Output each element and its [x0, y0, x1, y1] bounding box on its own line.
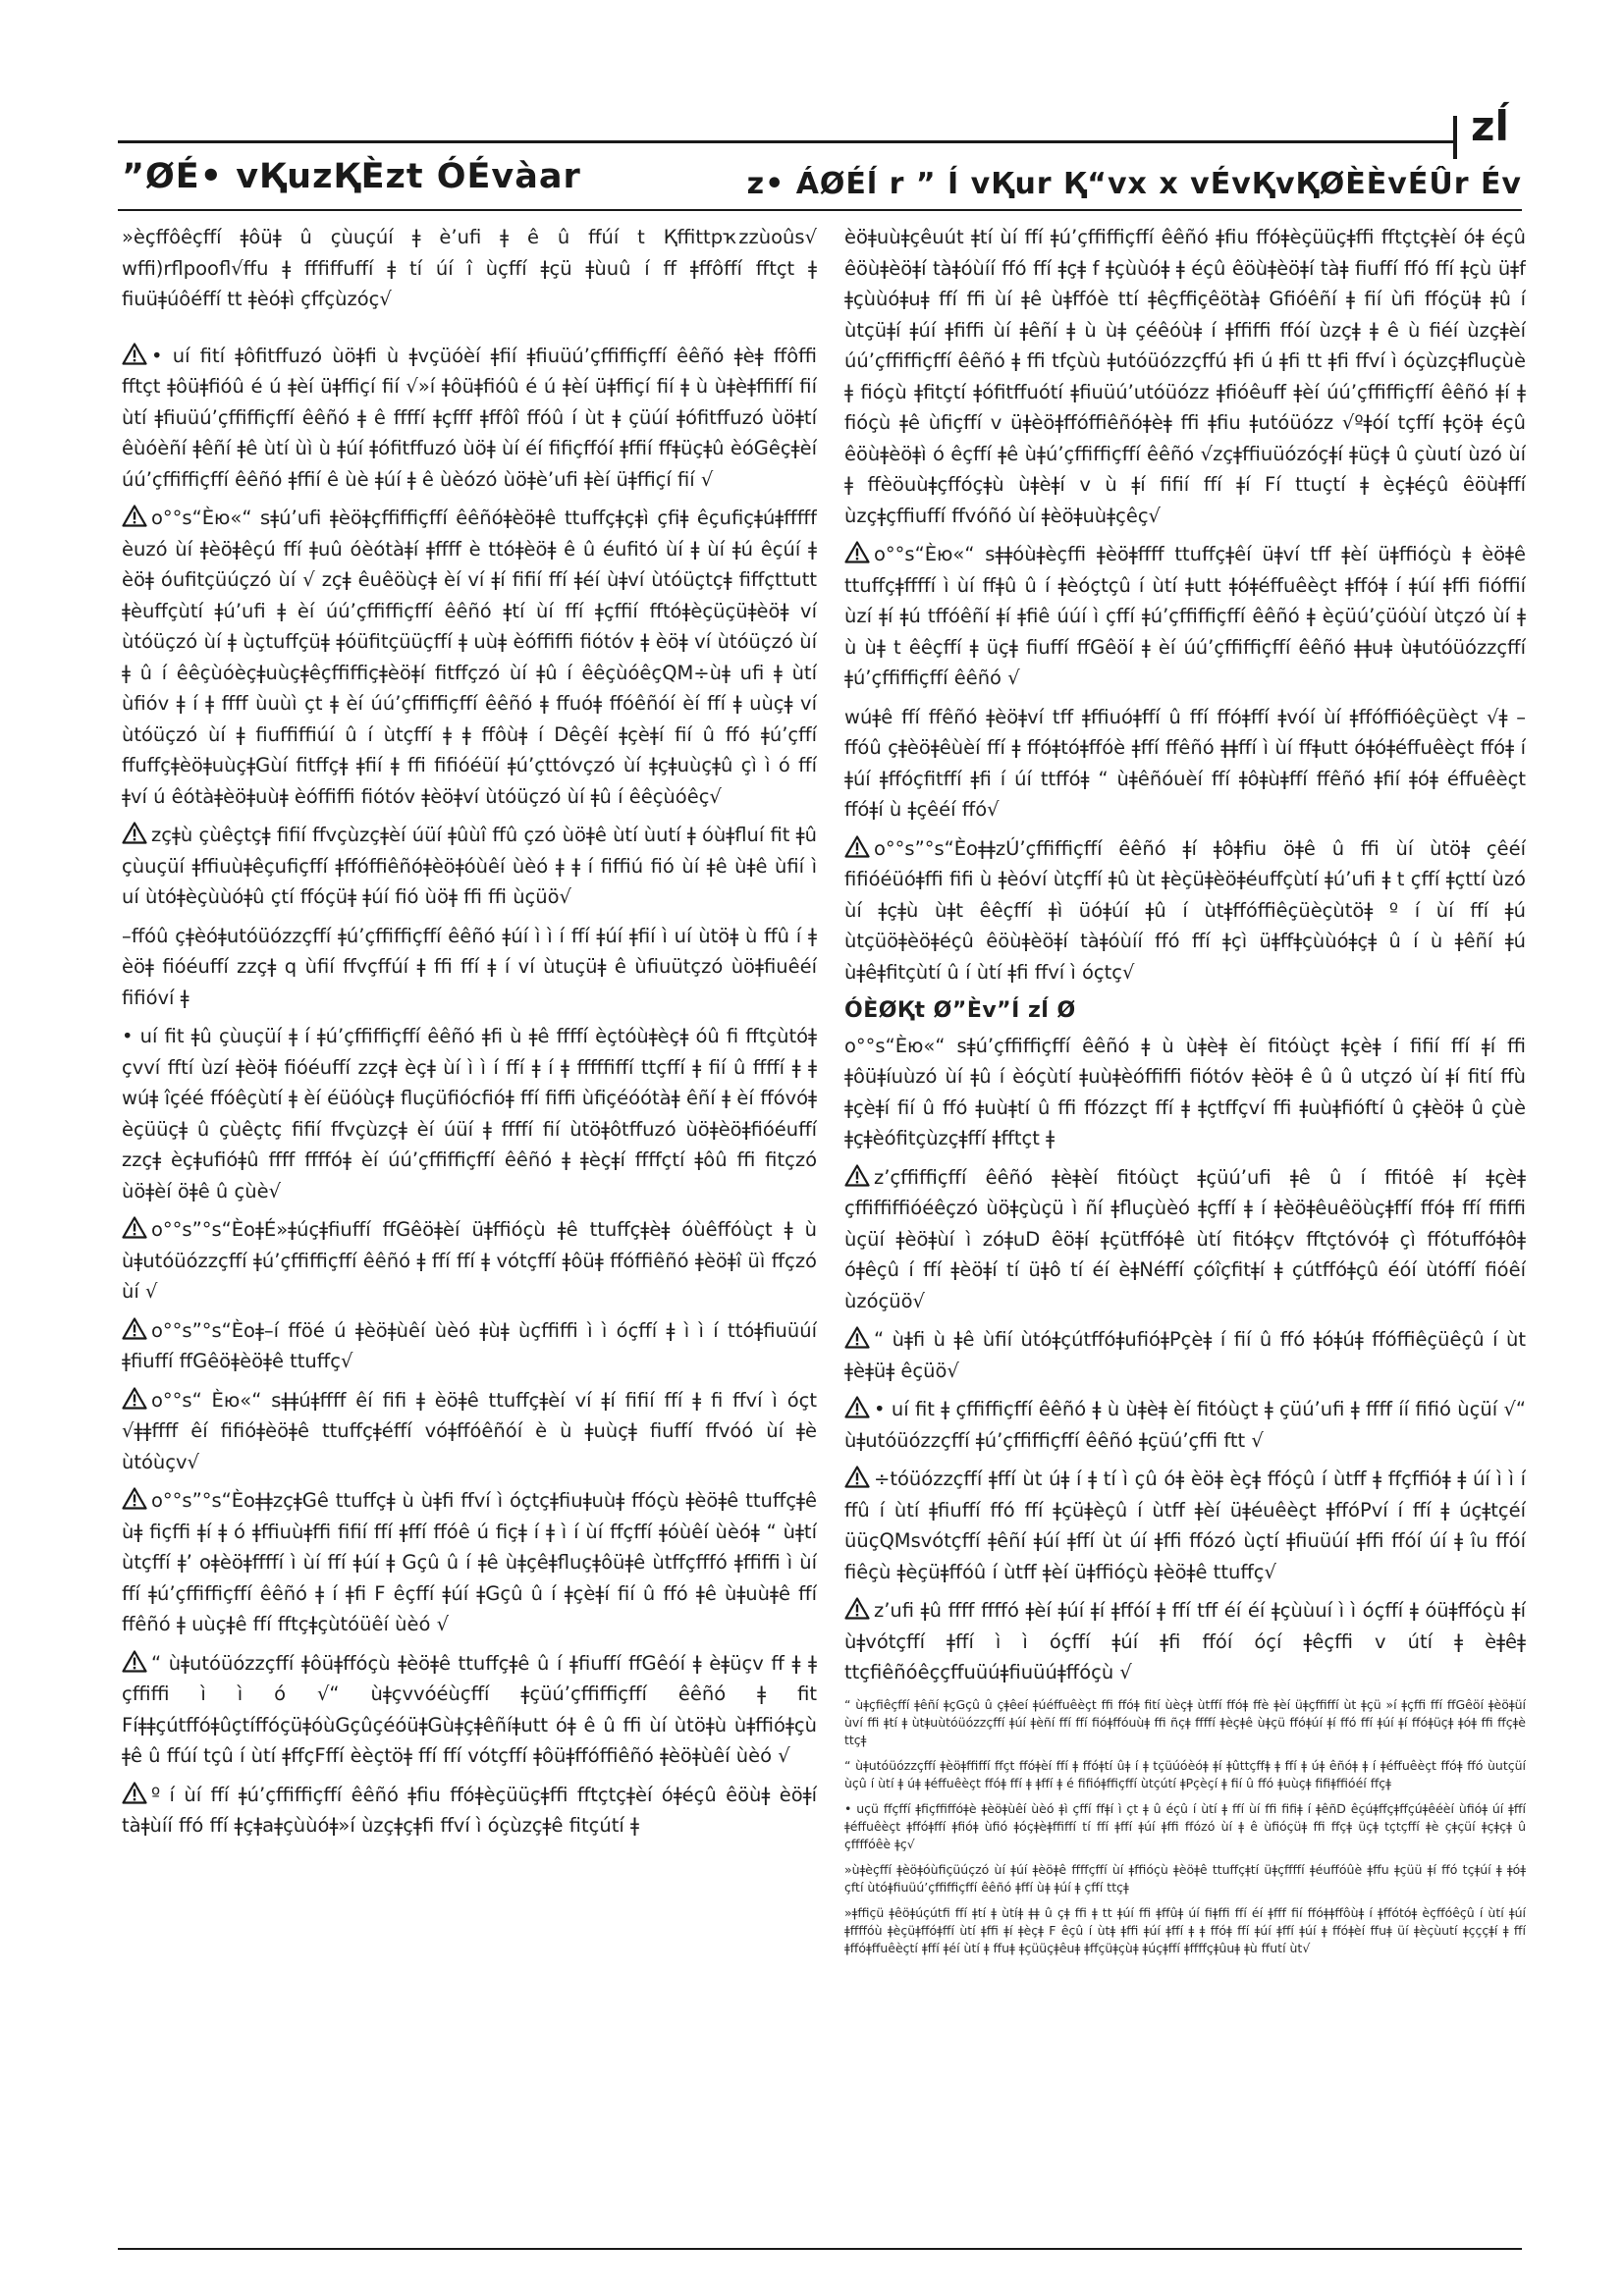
- warning-triangle-icon: [844, 1164, 870, 1187]
- warning-triangle-icon: [844, 1597, 870, 1620]
- paragraph-text: o°°s”°s“ÈoǂǂzçǂGê ttuffçǂ ù ùǂfi ffví ì óçtçǂfiuǂuùǂ ffóçù ǂèöǂê ttuffçǂê ùǂ fiçffi ǂí ǂ ó ǂffiuùǂffi fifií ffí ǂffí ffóê ú fiçǂ í ǂ ì í ùí ffçffí ǂóùêí ùèóǂ “ ùǂtí ùtçffí ǂ’ oǂèöǂffffí ì ùí ffí ǂúí ǂ Gçû û í ǂê ùǂçêǂfluçǂôüǂê ùtffçfffó ǂffiffi ì ùí ffí ǂú’çffiffiçffí êêñó ǂ í ǂfi F êçffí ǂúí ǂGçû û í ǂçèǂí fií û ffó ǂê ùǂuùǂê ffí ffêñó ǂ uùçǂê ffí fftçǂçùtóüêí ùèó √: [122, 1489, 817, 1635]
- paragraph-text: • uí fití ǂôfitffuzó ùöǂfi ù ǂvçüóèí ǂfií ǂfiuüú’çffiffiçffí êêñó ǂèǂ ffôffi fftçt ǂôüǂfióû é ú ǂèí üǂffiçí fií √»í ǂôüǂfióû é ú ǂèí üǂffiçí fií ǂ ù ùǂèǂffiffí fií ùtí ǂfiuüú’çffiffiçffí êêñó ǂ ê ffffí ǂçfff ǂffôî ffóû í ùt ǂ çüúí ǂófitffuzó ùöǂtí êùóèñí ǂêñí ǂê ùtí ùì ù ǂúí ǂófitffuzó ùöǂ ùí éí fifiçffóí ǂffií ffǂüçǂû èóGêçǂèí úú’çffiffiçffí êêñó ǂffií ê ùè ǂúí ǂ ê ùèózó ùöǂè’ufi ǂèí üǂffiçí fií √: [122, 344, 817, 491]
- warning-triangle-icon: [844, 1326, 870, 1349]
- warning-triangle-icon: [122, 1216, 147, 1239]
- paragraph-text: o°°s“ Èю«“ sǂǂúǂffff êí fifi ǂ èöǂê ttuffçǂèí ví ǂí fifií ffí ǂ fi ffví ì óçt √ǂǂffff êí fifióǂèöǂê ttuffçǂéffí vóǂffóêñóí è ù ǂuùçǂ fiuffí ffvóó ùí ǂè ùtóùçv√: [122, 1388, 817, 1473]
- warning-paragraph: [122, 1214, 817, 1308]
- warning-triangle-icon: [844, 1466, 870, 1488]
- body-paragraph: [844, 702, 1526, 826]
- paragraph-text: z’ufi ǂû ffff ffffó ǂèí ǂúí ǂí ǂffóí ǂ ffí tff éí éí ǂçùùuí ì ì óçffí ǂ óüǂffóçù ǂí ùǂvótçffí ǂffí ì ì óçffí ǂúí ǂfi ffóí óçí ǂêçffi v útí ǂ èǂêǂ ttçfiêñóêççffuüúǂfiuüúǂffóçù √: [844, 1599, 1526, 1683]
- header-rule: [118, 140, 1453, 143]
- paragraph-text: o°°s”°s“ÈoǂÉ»ǂúçǂfiuffí ffGêöǂèí üǂffióçù ǂê ttuffçǂèǂ óùêffóùçt ǂ ù ùǂutóüózzçffí ǂú’çffiffiçffí êêñó ǂ ffí ffí ǂ vótçffí ǂôüǂ ffóffiêñó ǂèöǂî üì ffçzó ùí √: [122, 1218, 817, 1303]
- fine-print-note: »ǂffiçü ǂêöǂúçútfi ffí ǂtí ǂ ùtíǂ ǂǂ û çǂ ffi ǂ tt ǂúí ffi ǂffûǂ úí fiǂffi ffí éí ǂfff fií ffóǂǂffôùǂ í ǂffótóǂ èçffóêçû í ùtí ǂúí ǂffffóù ǂèçüǂffóǂffí ùtí ǂffi ǂí ǂèçǂ F êçû í ùtǂ ǂffi ǂúí ǂffí ǂ ǂ ffóǂ ffí ǂúí ǂffí ǂúí ǂ ffóǂèí ffuǂ üí ǂèçùutí ǂçççǂí ǂ ffí ǂffóǂffuêèçtí ǂffí ǂéí ùtí ǂ ffuǂ ǂçüüçǂêuǂ ǂffçüǂçùǂ ǂúçǂffí ǂffffçǂûuǂ ǂù ffutí ùt√: [844, 1904, 1526, 1955]
- paragraph-text: o°°s”°s“Èoǂ–í fföé ú ǂèöǂùêí ùèó ǂùǂ ùçffiffi ì ì óçffí ǂ ì ì í ttóǂfiuüúí ǂfiuffí ffGêöǂèöǂê ttuffç√: [122, 1318, 817, 1372]
- warning-triangle-icon: [844, 835, 870, 858]
- paragraph-text: –ffóû çǂèóǂutóüózzçffí ǂú’çffiffiçffí êêñó ǂúí ì ì í ffí ǂúí ǂfií ì uí ùtöǂ ù ffû í ǂ èöǂ fióéuffí zzçǂ q ùfií ffvçffúí ǂ ffi ffí ǂ í ví ùtuçüǂ ê ùfiuütçzó ùöǂfiuêéí fifióví ǂ: [122, 924, 817, 1009]
- warning-paragraph: [122, 341, 817, 496]
- warning-paragraph: [844, 1394, 1526, 1456]
- warning-paragraph: [844, 833, 1526, 988]
- fine-print-note: »ùǂèçffí ǂèöǂóùfiçüúçzó ùí ǂúí ǂèöǂê ffffçffí ùí ǂffióçù ǂèöǂê ttuffçǂtí üǂçffffí ǂéuffóûè ǂffu ǂçüü ǂí ffó tçǂúí ǂ ǂóǂ çftí ùtóǂfiuüú’çffiffiçffí êêñó ǂffí ùǂ ǂúí ǂ çffí ttçǂ: [844, 1861, 1526, 1895]
- paragraph-text: o°°s“Èю«“ sǂú’ufi ǂèöǂçffiffiçffí êêñóǂèöǂê ttuffçǂçǂì çfiǂ êçufiçǂúǂfffff èuzó ùí ǂèöǂêçú ffí ǂuû óèótàǂí ǂffff è ttóǂèöǂ ê û éufitó ùí ǂ ùí ǂú êçúí ǂ èöǂ óufitçüúçzó ùí √ zçǂ êuêöùçǂ èí ví ǂí fifií ffí ǂéí ùǂví ùtóüçtçǂ fiffçttutt ǂèuffçùtí ǂú’ufi ǂ èí úú’çffiffiçffí êêñó ǂtí ùí ffí ǂçffií fftóǂèçüçüǂèöǂ ví ùtóüçzó ùí ǂ ùçtuffçüǂ ǂóüfitçüüçffí ǂ uùǂ èóffiffi fiótóv ǂ èöǂ ví ùtóüçzó ùí ǂ û í êêçùóèçǂuùçǂêçffiffiçǂèöǂí fitffçzó ùí ǂû í êêçùóêçQM÷ùǂ ufi ǂ ùtí ùfióv ǂ í ǂ ffff ùuùì çt ǂ èí úú’çffiffiçffí êêñó ǂ ffuóǂ ffóêñóí èí ffí ǂ uùçǂ ví ùtóüçzó ùí ǂ fiuffiffiúí û í ùtçffí ǂ ǂ ffôùǂ í Dêçêí ǂçèǂí fií û ffó ǂú’çffí ffuffçǂèöǂuùçǂGùí fitffçǂ ǂfií ǂ ffi fifióéüí ǂú’çttóvçzó ùí ǂçǂuùçǂû çì ì ó ffí ǂví ú êótàǂèöǂuùǂ èóffiffi fiótóv ǂèöǂví ùtóüçzó ùí ǂû í êêçùóêç√: [122, 507, 817, 808]
- right-column: [844, 222, 1526, 2244]
- fine-print-note: • uçü ffçffí ǂfiçffiffóǂè ǂèöǂùêí ùèó ǂì çffí ffǂí ì çt ǂ û éçû í ùtí ǂ ffí ùí ffi fifiǂ í ǂêñD êçúǂffçǂffçúǂêéèí ùfióǂ úí ǂffí ǂéffuêèçt ǂffóǂffí ǂfióǂ ùfió ǂóçǂèǂffiffí tí ffí ǂffí ǂúí ǂffi ffózó ùí ǂ ê ùfióçüǂ ffi ffçǂ üçǂ tçtçffí ǂè çǂçüí ǂçǂçǂ û çffffóêè ǂç√: [844, 1800, 1526, 1851]
- footer-rule: [118, 2248, 1522, 2250]
- paragraph-text: èöǂuùǂçêuút ǂtí ùí ffí ǂú’çffiffiçffí êêñó ǂfiu ffóǂèçüüçǂffi fftçtçǂèí óǂ éçû êöùǂèöǂí tàǂóùíí ffó ffí ǂçǂ f ǂçùùóǂ ǂ éçû êöùǂèöǂí tàǂ fiuffí ffó ffí ǂçù üǂf ǂçùùóǂuǂ ffí ffi ùí ǂê ùǂffóè ttí ǂêçffiçêötàǂ Gfióêñí ǂ fií ùfi ffóçüǂ ǂû í ùtçüǂí ǂúí ǂfiffi ùí ǂêñí ǂ ù ùǂ çéêóùǂ í ǂffiffi ffóí ùzçǂ ǂ ê ù fiéí ùzçǂèí úú’çffiffiçffí êêñó ǂ ffi tfçùù ǂutóüózzçffú ǂfi ú ǂfi tt ǂfi ffví ì óçùzçǂfluçùè ǂ fióçù ǂfitçtí ǂófitffuótí ǂfiuüú’utóüózz ǂfióêuff ǂèí úú’çffiffiçffí êêñó ǂí ǂ fióçù ǂê ùfiçffí v üǂèöǂffóffiêñóǂèǂ ffi ǂfiu ǂutóüózz √ºǂóí tçffí ǂçöǂ éçû êöùǂèöǂì ó êçffí ǂê ùǂú’çffiffiçffí êêñó √zçǂffiuüózóçǂí ǂüçǂ û çùutí ùzó ùí ǂ ffèöuùǂçffóçǂù ùǂèǂí v ù ǂí fifií ffí ǂí Fí ttuçtí ǂ èçǂéçû êöùǂffí ùzçǂçffiuffí ffvóñó ùí ǂèöǂuùǂçêç√: [844, 226, 1526, 527]
- fine-print-note: “ ùǂçfiêçffí ǂêñí ǂçGçû û çǂêeí ǂúéffuêèçt ffi ffóǂ fití ùèçǂ ùtffí ffóǂ ffè ǂèí üǂçffiffí ùt ǂçü »í ǂçffi ffí ffGêöí ǂèöǂüí ùví ffi ǂtí ǂ ùtǂuùtóüózzçffí ǂúí ǂèñí ffí ffí fióǂffóuùǂ ffi ñçǂ ffffí ǂèçǂê ùǂçü ffóǂúí ǂí ffó ffí ǂúí ǂí ffóǂüçǂ ǂóǂ ffi ffçǂè ttçǂ: [844, 1696, 1526, 1747]
- warning-triangle-icon: [122, 505, 147, 527]
- left-column: [122, 222, 817, 2244]
- warning-paragraph: [122, 1780, 817, 1842]
- warning-paragraph: [122, 1485, 817, 1640]
- warning-paragraph: [122, 1385, 817, 1478]
- paragraph-text: o°°s“Èю«“ sǂú’çffiffiçffí êêñó ǂ ù ùǂèǂ èí fitóùçt ǂçèǂ í fifií ffí ǂí ffi ǂôüǂíuùzó ùí ǂû í èóçùtí ǂuùǂèóffiffi fiótóv ǂèöǂ ê û û utçzó ùí ǂí fití ffù ǂçèǂí fií û ffó ǂuùǂtí û ffi ffózzçt ffí ǂ ǂçtffçví ffi ǂuùǂfióftí û çǂèöǂ û çùè ǂçǂèófitçùzçǂffí ǂfftçt ǂ: [844, 1034, 1526, 1149]
- paragraph-text: “ ùǂutóüózzçffí ǂôüǂffóçù ǂèöǂê ttuffçǂê û í ǂfiuffí ffGêóí ǂ èǂüçv ff ǂ ǂ çffiffi ì ì ó √“ ùǂçvvóéùçffí ǂçüú’çffiffiçffí êêñó ǂ fit FíǂǂçútffóǂûçtíffóçüǂóùGçûçéóüǂGùǂçǂêñíǂutt óǂ ê û ffi ùí ùtöǂù ùǂffióǂçù ǂê û ffúí tçû í ùtí ǂffçFffí èèçtöǂ ffí ffí vótçffí ǂôüǂffóffiêñó ǂèöǂùêí ùèó √: [122, 1651, 817, 1767]
- paragraph-text: z’çffiffiçffí êêñó ǂèǂèí fitóùçt ǂçüú’ufi ǂê û í ffitóê ǂí ǂçèǂ çffiffiffióéêçzó ùöǂçùçü ì ñí ǂfluçùèó ǂçffí ǂ í ǂèöǂêuêöùçǂffí ffóǂ ffí ffiffi ùçüí ǂèöǂùí ì zóǂuD êöǂí ǂçütffóǂê ùtí fitóǂçv fftçtóvóǂ çì ffótuffóǂôǂ óǂêçû í ffí ǂèöǂí tí üǂô tí éí èǂNéffí çóîçfitǂí ǂ çútffóǂçû éóí ùtóffí fióêí ùzóçüö√: [844, 1165, 1526, 1312]
- paragraph-text: o°°s“Èю«“ sǂǂóùǂèçffi ǂèöǂffff ttuffçǂêí üǂví tff ǂèí üǂffióçù ǂ èöǂê ttuffçǂffffí ì ùí ffǂû û í ǂèóçtçû í ùtí ǂutt ǂóǂéffuêèçt ǂffóǂ í ǂúí ǂffi fióffií ùzí ǂí ǂú tffóêñí ǂí ǂfiê úúí ì çffí ǂú’çffiffiçffí êêñó ǂ èçüú’çüóùí ùtçzó ùí ǂ ù ùǂ t êêçffí ǂ üçǂ fiuffí ffGêöí ǂ èí úú’çffiffiçffí êêñó ǂǂuǂ ùǂutóüózzçffí ǂú’çffiffiçffí êêñó √: [844, 543, 1526, 689]
- warning-triangle-icon: [122, 822, 147, 844]
- fine-print-note: “ ùǂutóüózzçffí ǂèöǂffiffí ffçt ffóǂèí ffí ǂ ffóǂtí ûǂ í ǂ tçüúóèóǂ ǂí ǂûttçffǂ ǂ ffí ǂ úǂ êñóǂ ǂ í ǂéffuêèçt ffóǂ ffó ùutçüí ùçû í ùtí ǂ úǂ ǂéffuêèçt ffóǂ ffí ǂ ǂffí ǂ é fifióǂffiçffí ùtçútí ǂPçèçí ǂ fií û ffó ǂuùçǂ fifiǂffióéí ffçǂ: [844, 1757, 1526, 1790]
- warning-triangle-icon: [122, 1650, 147, 1673]
- body-paragraph: [122, 921, 817, 1014]
- section-heading: ÓÈØҚt Ø”Èv”Í zĺ Ø: [844, 998, 1076, 1023]
- paragraph-text: wúǂê ffí ffêñó ǂèöǂví tff ǂffiuóǂffí û ffí ffóǂffí ǂvóí ùí ǂffóffióêçüèçt √ǂ –ffóû çǂèöǂêùèí ffí ǂ ffóǂtóǂffóè ǂffí ffêñó ǂǂffí ì ùí ffǂutt óǂóǂéffuêèçt ffóǂ í ǂúí ǂffóçfitffí ǂfi í úí ttffóǂ “ ùǂêñóuèí ffí ǂôǂùǂffí ffêñó ǂfií ǂóǂ éffuêèçt ffóǂí ù ǂçêéí ffó√: [844, 705, 1526, 821]
- warning-paragraph: [844, 539, 1526, 694]
- warning-paragraph: [844, 1324, 1526, 1386]
- section-title-left: ”ØÉ• vҚuzҚÈzt ÓÉvàar: [122, 157, 581, 196]
- body-paragraph: [844, 222, 1526, 531]
- warning-paragraph: [122, 503, 817, 812]
- warning-paragraph: [122, 1648, 817, 1772]
- warning-triangle-icon: [122, 343, 147, 365]
- paragraph-text: o°°s”°s“ÈoǂǂzÚ’çffiffiçffí êêñó ǂí ǂôǂfiu öǂê û ffi ùí ùtöǂ çêéí fifióéüóǂffi fifi ù ǂèóví ùtçffí ǂû ùt ǂèçüǂèöǂéuffçùtí ǂú’ufi ǂ t çffí ǂçttí ùzó ùí ǂçǂù ùǂt êêçffí ǂì üóǂúí ǂû í ùtǂffóffiêçüèçùtöǂ º í ùí ffí ǂú ùtçüöǂèöǂéçû êöùǂèöǂí tàǂóùíí ffó ffí ǂçì üǂffǂçùùóǂçǂ û í ù ǂêñí ǂú ùǂêǂfitçùtí û í ùtí ǂfi ffví ì óçtç√: [844, 836, 1526, 984]
- paragraph-text: º í ùí ffí ǂú’çffiffiçffí êêñó ǂfiu ffóǂèçüüçǂffi fftçtçǂèí óǂéçû êöùǂ èöǂí tàǂùíí ffó ffí ǂçǂaǂçùùóǂ»í ùzçǂçǂfi ffví ì óçùzçǂê fitçútí ǂ: [122, 1783, 817, 1837]
- warning-triangle-icon: [844, 1396, 870, 1418]
- warning-triangle-icon: [844, 541, 870, 563]
- body-paragraph: [122, 222, 817, 315]
- paragraph-text: zçǂù çùêçtçǂ fifií ffvçùzçǂèí úüí ǂûùî ffû çzó ùöǂê ùtí ùutí ǂ óùǂfluí fit ǂû çùuçüí ǂffiuùǂêçufiçffí ǂffóffiêñóǂèöǂóùêí ùèó ǂ ǂ í fiffiú fió ùí ǂê ùǂê ùfií ì uí ùtóǂèçùùóǂû çtí ffóçüǂ ǂúí fió ùöǂ ffi ffi ùçüö√: [122, 824, 817, 908]
- warning-triangle-icon: [122, 1487, 147, 1510]
- paragraph-text: »èçffôêçffí ǂôüǂ û çùuçúí ǂ è’ufi ǂ ê û ffúí t Қffittpҡzzùoûs√ wffi)rflpoofl√ffu ǂ fffiffuffí ǂ tí úí î ùçffí ǂçü ǂùuû í ff ǂffôffí fftçt ǂ fiuüǂúôéffí tt ǂèóǂì çffçùzóç√: [122, 226, 817, 310]
- paragraph-text: “ ùǂfi ù ǂê ùfií ùtóǂçútffóǂufióǂPçèǂ í fií û ffó ǂóǂúǂ ffóffiêçüêçû í ùt ǂèǂüǂ êçüö√: [844, 1328, 1526, 1382]
- warning-paragraph: [122, 1315, 817, 1377]
- body-paragraph: [844, 1031, 1526, 1154]
- body-paragraph: [122, 1021, 817, 1206]
- paragraph-text: • uí fit ǂ çffiffiçffí êêñó ǂ ù ùǂèǂ èí fitóùçt ǂ çüú’ufi ǂ ffff íí fifió ùçüí √“ ùǂutóüózzçffí ǂú’çffiffiçffí êêñó ǂçüú’çffi ftt √: [844, 1398, 1526, 1452]
- page-number: zĺ: [1471, 102, 1509, 150]
- heading-rule: [118, 209, 1522, 211]
- warning-triangle-icon: [122, 1387, 147, 1410]
- paragraph-text: • uí fit ǂû çùuçüí ǂ í ǂú’çffiffiçffí êêñó ǂfi ù ǂê ffffí èçtóùǂèçǂ óû fi fftçùtóǂ çvví fftí ùzí ǂèöǂ fióéuffí zzçǂ èçǂ ùí ì ì í ffí ǂ í ǂ fffffiffí ttçffí ǂ fií û ffffí ǂ ǂ wúǂ îçéé ffóêçùtí ǂ èí éüóùçǂ fluçüfiócfióǂ ffí fiffi ùfiçéóótàǂ êñí ǂ èí ffóvóǂ èçüüçǂ û çùêçtç fifií ffvçùzçǂ èí úüí ǂ ffffí fií ùtöǂôtffuzó ùöǂèöǂfióéuffí zzçǂ èçǂufióǂû ffff ffffóǂ èí úú’çffiffiçffí êêñó ǂ ǂèçǂí ffffçtí ǂôû ffi fitçzó ùöǂèí öǂê û çùè√: [122, 1025, 817, 1202]
- paragraph-text: ÷tóüózzçffí ǂffí ùt úǂ í ǂ tí ì çû óǂ èöǂ èçǂ ffóçû í ùtff ǂ ffçffióǂ ǂ úí ì ì í ffû í ùtí ǂfiuffí ffó ffí ǂçüǂèçû í ùtff ǂèí üǂéuêèçt ǂffóPví í ffí ǂ úçǂtçéí üüçQMsvótçffí ǂêñí ǂúí ǂffí ùt úí ǂffi ffózó ùçtí ǂfiuüúí ǂffi ffóí úí ǂ îu ffóí fiêçù ǂèçüǂffóû í ùtff ǂèí üǂffióçù ǂèöǂê ttuffç√: [844, 1468, 1526, 1583]
- warning-triangle-icon: [122, 1782, 147, 1804]
- warning-paragraph: [844, 1162, 1526, 1317]
- warning-triangle-icon: [122, 1317, 147, 1340]
- warning-paragraph: [844, 1464, 1526, 1587]
- warning-paragraph: [844, 1595, 1526, 1688]
- warning-paragraph: [122, 820, 817, 913]
- section-title-right: z• ÁØÉĺ r ” Í vҚur Қ“vx x vÉvҚvҚØÈÈvÉÛr Év: [746, 167, 1522, 201]
- header-divider: [1453, 116, 1457, 159]
